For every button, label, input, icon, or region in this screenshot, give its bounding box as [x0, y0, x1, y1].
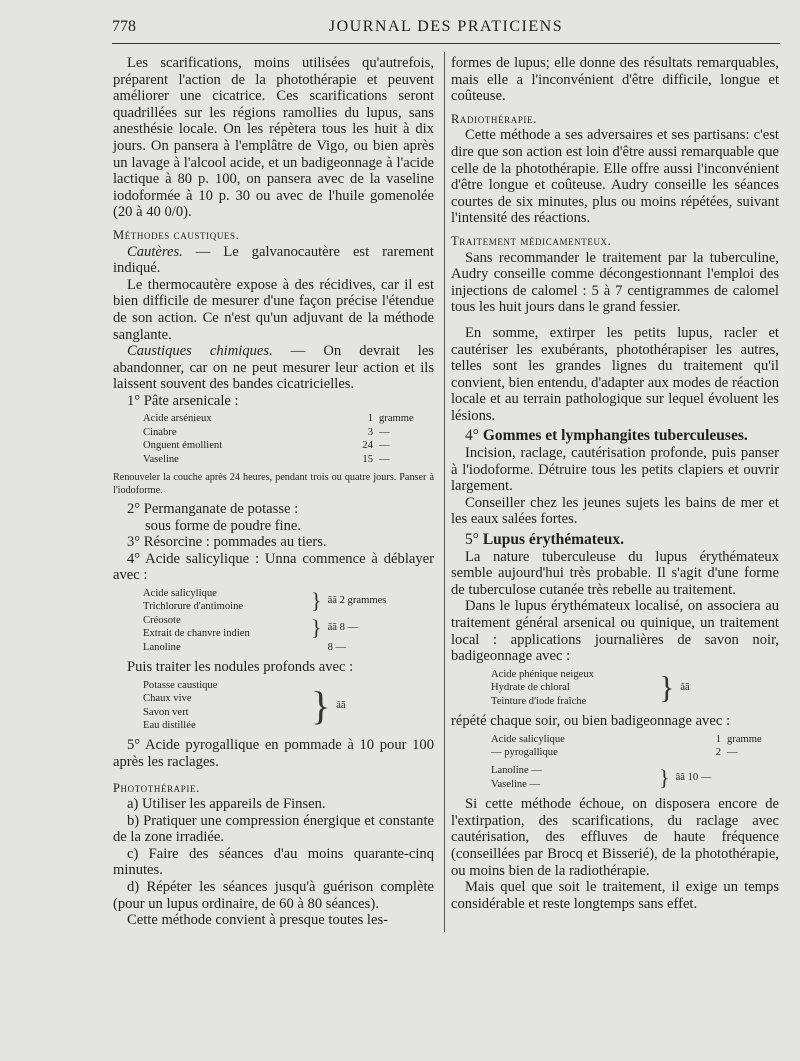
- paragraph-thermocautere: Le thermocautère expose à des récidives, car il est bien difficile de mesurer d'une façon précise l'étendue de son action. Ce n'est qu'un adjuvant de la méthode sanglante.: [113, 276, 434, 343]
- rx-name: — pyrogallique: [491, 747, 558, 758]
- rx-name: Acide arsénieux: [143, 413, 212, 425]
- rx-amount: ãã: [680, 682, 690, 694]
- left-column: [113, 55, 434, 929]
- cauteres-text: — Le galvanocautère est rarement indiqué.: [113, 243, 434, 277]
- rx-name: Acide phénique neigeux: [491, 668, 594, 680]
- rx-name: Potasse caustique: [143, 679, 218, 691]
- list-item-b: b) Pratiquer une compression énergique et constante de la zone irradiée.: [113, 812, 434, 846]
- section-heading-radiotherapie: Radiothérapie.: [451, 111, 537, 126]
- prescription-table-lanoline: [491, 764, 711, 791]
- journal-title: JOURNAL DES PRATICIENS: [328, 18, 564, 35]
- list-item-c: c) Faire des séances d'au moins quarante-cinq minutes.: [113, 845, 434, 879]
- rx-row: [143, 453, 414, 466]
- list-item-acide-pyrogallique: 5° Acide pyrogallique en pommade à 10 pour 100 après les raclages.: [113, 737, 434, 770]
- rx-name: Onguent émollient: [143, 440, 223, 452]
- brace-symbol: }: [311, 683, 331, 728]
- paragraph-conclusion: Mais quel que soit le traitement, il exige un temps considérable et reste longtemps sans effet.: [451, 879, 779, 912]
- rx-name: Lanoline —: [491, 765, 542, 777]
- rx-amount: ãã 10 —: [675, 772, 712, 784]
- paragraph-bains-de-mer: Conseiller chez les jeunes sujets les bains de mer et les eaux salées fortes.: [451, 494, 779, 528]
- rx-unit: gramme: [379, 413, 414, 425]
- rx-name: Acide salicylique: [143, 588, 217, 600]
- rx-row: [143, 587, 386, 600]
- page-header: [112, 18, 780, 40]
- rx-row: [143, 679, 346, 692]
- list-item-d: d) Répéter les séances jusqu'à guérison complète (pour un lupus ordinaire, de 60 à 80 séances).: [113, 879, 434, 912]
- rx-unit: —: [379, 440, 390, 452]
- paragraph-tuberculine: Sans recommander le traitement par la tuberculine, Audry conseille comme décongestionnant l'emploi des injections de calomel : 5 à 7 centigrammes de calomel tous les huit jours dans le grand fessier.: [451, 249, 779, 316]
- caustiques-text: — On devrait les abandonner, car on ne peut mesurer leur action et ils laissent souvent des bandes cicatricielles.: [113, 343, 434, 393]
- rx-row: [143, 426, 414, 439]
- section-number: 4°: [465, 427, 479, 445]
- paragraph-cauteres: [113, 244, 434, 277]
- list-item-permanganate-detail: sous forme de poudre fine.: [145, 517, 302, 534]
- cauteres-label: Cautères.: [127, 243, 183, 260]
- page-number: 778: [112, 18, 136, 35]
- rx-row: [143, 641, 386, 654]
- section-heading-methodes-caustiques: Méthodes caustiques.: [113, 227, 240, 242]
- right-column: [451, 55, 779, 912]
- rx-qty: 2: [715, 747, 721, 758]
- paragraph-nodules: Puis traiter les nodules profonds avec :: [127, 659, 354, 676]
- paragraph-repete: répété chaque soir, ou bien badigeonnage avec :: [451, 713, 731, 729]
- note-renouveler: Renouveler la couche après 24 heures, pendant trois ou quatre jours. Panser à l'iodoforme.: [113, 472, 434, 497]
- section-heading-gommes: [451, 428, 779, 445]
- rx-name: Hydrate de chloral: [491, 682, 570, 694]
- section-heading-traitement-medicamenteux: Traitement médicamenteux.: [451, 233, 612, 248]
- rx-unit: gramme: [727, 733, 762, 745]
- paragraph-continuation: formes de lupus; elle donne des résultats remarquables, mais elle a l'inconvénient d'être difficile, longue et coûteuse.: [451, 55, 779, 105]
- paragraph-en-somme: En somme, extirper les petits lupus, racler et cautériser les exubérants, photothérapiser les autres, telles sont les grandes lignes du traitement qu'il convient, bien entendu, d'adapter aux modes de réaction locale et au terrain pathologique sur lequel évoluent les lésions.: [451, 324, 779, 424]
- header-rule: [112, 43, 780, 44]
- rx-row: [143, 439, 414, 452]
- rx-unit: —: [379, 453, 390, 465]
- rx-row: [143, 412, 414, 425]
- rx-row: [491, 746, 762, 759]
- paragraph-incision: Incision, raclage, cautérisation profonde, puis panser à l'iodoforme. Détruire tous les petits clapiers et ouvrir largement.: [451, 445, 779, 495]
- rx-amount: ãã 8 —: [327, 621, 359, 633]
- brace-symbol: }: [659, 765, 670, 791]
- list-item-resorcine: 3° Résorcine : pommades au tiers.: [127, 534, 327, 551]
- list-item-permanganate: 2° Permanganate de potasse :: [127, 501, 299, 518]
- caustiques-label: Caustiques chimiques.: [127, 343, 273, 360]
- rx-name: Eau distillée: [143, 719, 196, 731]
- prescription-table-badigeonnage: [491, 668, 690, 708]
- prescription-table-nodules: [143, 679, 346, 733]
- rx-name: Acide salicylique: [491, 733, 565, 745]
- list-item-pate-arsenicale: 1° Pâte arsenicale :: [127, 392, 239, 409]
- rx-name: Chaux vive: [143, 693, 192, 705]
- rx-name: Lanoline: [143, 641, 181, 653]
- paragraph-lupus-localise: Dans le lupus érythémateux localisé, on associera au traitement général arsenical ou quinique, un traitement local : applications journalières de savon noir, badigeonnage avec :: [451, 598, 779, 665]
- rx-row: [491, 668, 690, 681]
- prescription-table-unna: [143, 587, 386, 654]
- section-number: 5°: [465, 531, 479, 549]
- paragraph-caustiques-chimiques: [113, 343, 434, 393]
- rx-name: Trichlorure d'antimoine: [143, 601, 244, 613]
- rx-qty: 15: [362, 453, 373, 465]
- list-item-acide-salicylique: 4° Acide salicylique : Unna commence à déblayer avec :: [113, 550, 434, 584]
- brace-symbol: }: [311, 587, 322, 613]
- rx-qty: 3: [367, 426, 373, 438]
- brace-symbol: }: [311, 614, 322, 640]
- section-title: Gommes et lymphangites tuberculeuses.: [482, 427, 748, 445]
- rx-qty: 1: [367, 413, 373, 425]
- rx-name: Vaseline: [143, 453, 179, 465]
- rx-row: [491, 733, 762, 746]
- rx-row: [143, 614, 386, 627]
- paragraph-methode-convient: Cette méthode convient à presque toutes les-: [127, 912, 388, 929]
- section-heading-phototherapie: Photothérapie.: [113, 780, 200, 795]
- prescription-table-arsenicale: [143, 412, 414, 466]
- rx-unit: —: [727, 747, 738, 758]
- paragraph-radiotherapie: Cette méthode a ses adversaires et ses partisans: c'est dire que son action est loin d'être aussi remarquable que celle de la photothérapie. Elle offre aussi l'inconvénient d'être longue et coûteuse. Audry conseille les séances courtes de six minutes, plus ou moins répétées, suivant l'intensité des réactions.: [451, 127, 779, 227]
- rx-name: Créosote: [143, 614, 181, 626]
- paragraph-nature-tuberculeuse: La nature tuberculeuse du lupus érythémateux semble aujourd'hui très probable. Il s'agit d'une forme de tuberculose cutanée très rebelle au traitement.: [451, 548, 779, 598]
- rx-unit: —: [379, 426, 390, 438]
- paragraph-si-echoue: Si cette méthode échoue, on disposera encore de l'extirpation, des scarifications, du raclage avec cautérisation, des effluves de haute fréquence (conseillées par Brocq et Bisserié), de la photothérapie, ou moins bien de la radiothérapie.: [451, 796, 779, 879]
- paragraph-scarifications: Les scarifications, moins utilisées qu'autrefois, préparent l'action de la photothérapie et peuvent améliorer une cicatrice. Ces scarifications seront quadrillées sur les régions ramollies du lupus, sans anesthésie locale. On les répètera tous les huit à dix jours. On pansera à l'emplâtre de Vigo, ou bien après un lavage à l'alcool acide, et un badigeonnage à l'acide lactique à 80 p. 100, on pansera avec de la vaseline iodoformée à 10 p. 30 ou avec de l'huile gomenolée (20 à 40 0/0).: [113, 55, 434, 221]
- rx-qty: 1: [715, 733, 721, 745]
- prescription-table-salicylique: [491, 733, 762, 760]
- list-item-a: a) Utiliser les appareils de Finsen.: [127, 796, 326, 813]
- rx-amount: ãã 2 grammes: [327, 594, 387, 606]
- rx-amount: ãã: [336, 699, 346, 711]
- rx-amount: 8 —: [327, 641, 347, 653]
- section-title: Lupus érythémateux.: [482, 531, 625, 549]
- rx-name: Vaseline —: [491, 778, 541, 790]
- brace-symbol: }: [659, 669, 675, 706]
- rx-qty: 24: [362, 440, 373, 452]
- column-divider: [444, 52, 445, 932]
- rx-name: Extrait de chanvre indien: [143, 628, 250, 640]
- section-heading-lupus-erythemateux: [451, 532, 779, 549]
- rx-name: Savon vert: [143, 706, 189, 718]
- rx-name: Cinabre: [143, 426, 177, 438]
- rx-name: Teinture d'iode fraîche: [491, 695, 587, 707]
- rx-row: [491, 764, 711, 777]
